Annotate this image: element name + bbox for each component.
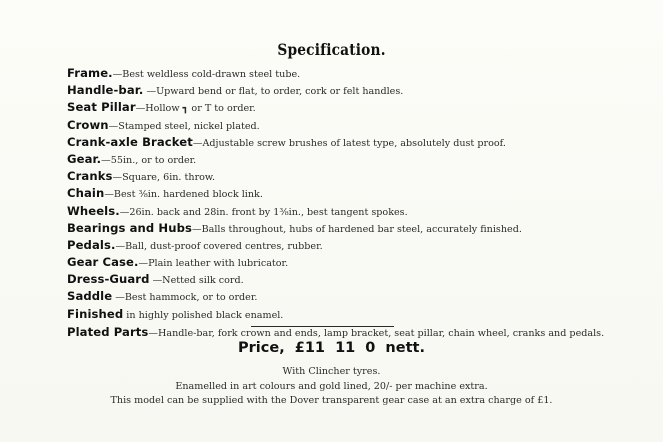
divider-rule: [251, 326, 394, 327]
spec-handle-bar: [67, 82, 627, 99]
spec-text: —Ball, dust-proof covered centres, rubber.: [115, 240, 323, 252]
spec-cranks: [67, 168, 627, 185]
spec-text: —Stamped steel, nickel plated.: [108, 120, 260, 132]
spec-wheels: [67, 203, 627, 220]
spec-label: Gear Case.: [67, 255, 139, 270]
spec-seat-pillar: [67, 99, 627, 116]
spec-text: —Hollow ┓ or T to order.: [135, 103, 256, 115]
spec-text: —Adjustable screw brushes of latest type, absolutely dust proof.: [192, 137, 506, 149]
spec-bearings-and-hubs: [67, 220, 627, 237]
spec-label: Handle-bar.: [67, 83, 144, 98]
spec-frame: [67, 65, 627, 82]
spec-label: Pedals.: [67, 237, 116, 252]
spec-dress-guard: [67, 271, 627, 288]
spec-pedals: [67, 237, 627, 254]
spec-text: —Best hammock, or to order.: [112, 292, 258, 304]
spec-text: —55in., or to order.: [101, 154, 197, 166]
price-line: Price, £11 11 0 nett.: [238, 340, 425, 356]
spec-gear: [67, 151, 627, 168]
spec-label: Plated Parts: [67, 324, 149, 339]
spec-label: Crown: [67, 117, 109, 132]
spec-saddle: [67, 288, 627, 305]
notes: [0, 365, 663, 409]
spec-text: —Netted silk cord.: [149, 275, 244, 287]
spec-text: —Square, 6in. throw.: [112, 172, 216, 184]
spec-crown: [67, 117, 627, 134]
spec-text: —Best weldless cold-drawn steel tube.: [112, 69, 301, 80]
spec-text: —Upward bend or flat, to order, cork or felt handles.: [143, 86, 404, 98]
spec-text: —Balls throughout, hubs of hardened bar steel, accurately finished.: [191, 223, 522, 235]
spec-label: Cranks: [67, 169, 113, 184]
page-title: Specification.: [277, 40, 386, 59]
spec-label: Chain: [67, 186, 105, 201]
spec-chain: [67, 185, 627, 202]
spec-crank-axle-bracket: [67, 134, 627, 151]
spec-text: —26in. back and 28in. front by 1⅜in., best tangent spokes.: [119, 206, 408, 218]
specification-list: [67, 65, 627, 339]
spec-finished: [67, 306, 627, 323]
spec-label: Frame.: [67, 66, 113, 80]
spec-label: Wheels.: [67, 203, 120, 218]
spec-label: Bearings and Hubs: [67, 220, 192, 235]
spec-gear-case: [67, 254, 627, 271]
spec-label: Finished: [67, 306, 124, 321]
note-enamel: Enamelled in art colours and gold lined, 20/- per machine extra.: [175, 380, 488, 392]
spec-label: Seat Pillar: [67, 100, 136, 115]
spec-label: Gear.: [67, 151, 102, 166]
spec-text: —Handle-bar, fork crown and ends, lamp bracket, seat pillar, chain wheel, cranks and pedals.: [148, 327, 605, 339]
spec-text: —Plain leather with lubricator.: [138, 258, 289, 270]
note-gear-case-option: This model can be supplied with the Dover transparent gear case at an extra charge of £1.: [110, 395, 553, 406]
spec-text: in highly polished black enamel.: [123, 309, 284, 321]
note-tyres: With Clincher tyres.: [282, 366, 381, 377]
spec-label: Crank-axle Bracket: [67, 134, 193, 149]
spec-label: Saddle: [67, 289, 113, 304]
spec-text: —Best ⅜in. hardened block link.: [104, 189, 263, 201]
spec-label: Dress-Guard: [67, 272, 150, 287]
